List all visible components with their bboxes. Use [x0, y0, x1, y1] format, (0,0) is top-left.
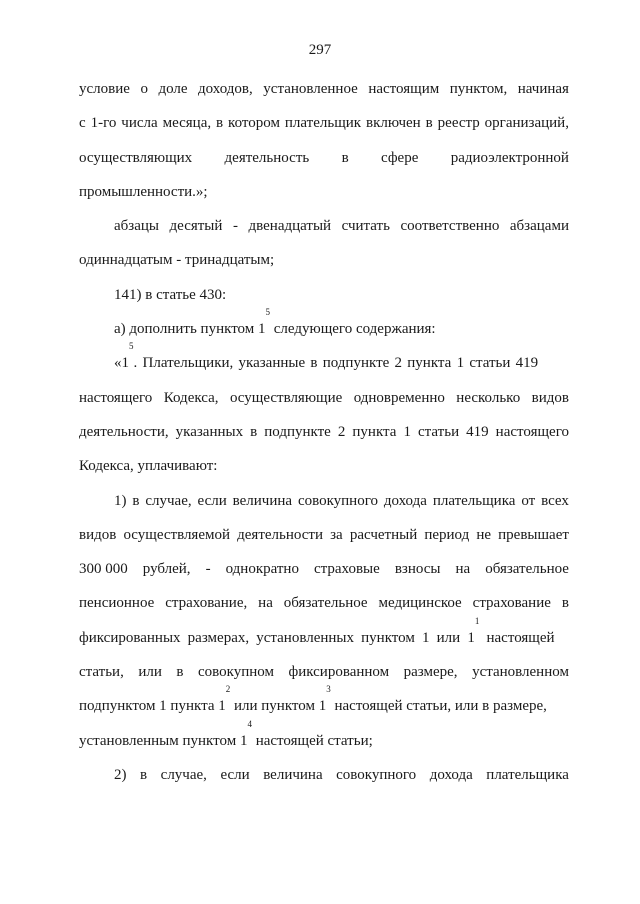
text-line: видов осуществляемой деятельности за расчетный период не превышает	[79, 526, 569, 543]
text-line: 1) в случае, если величина совокупного дохода плательщика от всех	[114, 492, 569, 509]
text-line: Кодекса, уплачивают:	[79, 458, 218, 475]
text-line: 2) в случае, если величина совокупного дохода плательщика	[114, 766, 569, 783]
text-line: установленным пунктом $1^4$ настоящей статьи;	[79, 718, 373, 749]
text-line: с 1-го числа месяца, в котором плательщик включен в реестр организаций,	[79, 115, 569, 132]
text-line: 141) в статье 430:	[114, 286, 227, 303]
text-line: настоящего Кодекса, осуществляющие одновременно несколько видов	[79, 389, 569, 406]
document-body	[79, 78, 569, 798]
text-line: подпунктом 1 пункта $1^2$ или пунктом $1^3$ настоящей статьи, или в размере,	[79, 684, 547, 715]
text-line: «$1^5$. Плательщики, указанные в подпункте 2 пункта 1 статьи 419	[114, 341, 539, 372]
text-line: абзацы десятый - двенадцатый считать соответственно абзацами	[114, 218, 569, 235]
text-line: а) дополнить пунктом $1^5$ следующего содержания:	[114, 307, 436, 338]
text-line: деятельности, указанных в подпункте 2 пункта 1 статьи 419 настоящего	[79, 423, 569, 440]
text-line: одиннадцатым - тринадцатым;	[79, 252, 275, 269]
text-line: статьи, или в совокупном фиксированном размере, установленном	[79, 664, 569, 681]
text-line: условие о доле доходов, установленное настоящим пунктом, начиная	[79, 81, 569, 97]
page-number: 297	[308, 42, 332, 58]
text-line: фиксированных размерах, установленных пунктом 1 или $1^1$ настоящей	[79, 615, 555, 646]
text-line: промышленности.»;	[79, 183, 208, 200]
text-line: 300 000 рублей, - однократно страховые взносы на обязательное	[79, 561, 569, 578]
text-line: пенсионное страхование, на обязательное медицинское страхование в	[79, 595, 569, 612]
text-line: осуществляющих деятельность в сфере радиоэлектронной	[79, 149, 569, 166]
